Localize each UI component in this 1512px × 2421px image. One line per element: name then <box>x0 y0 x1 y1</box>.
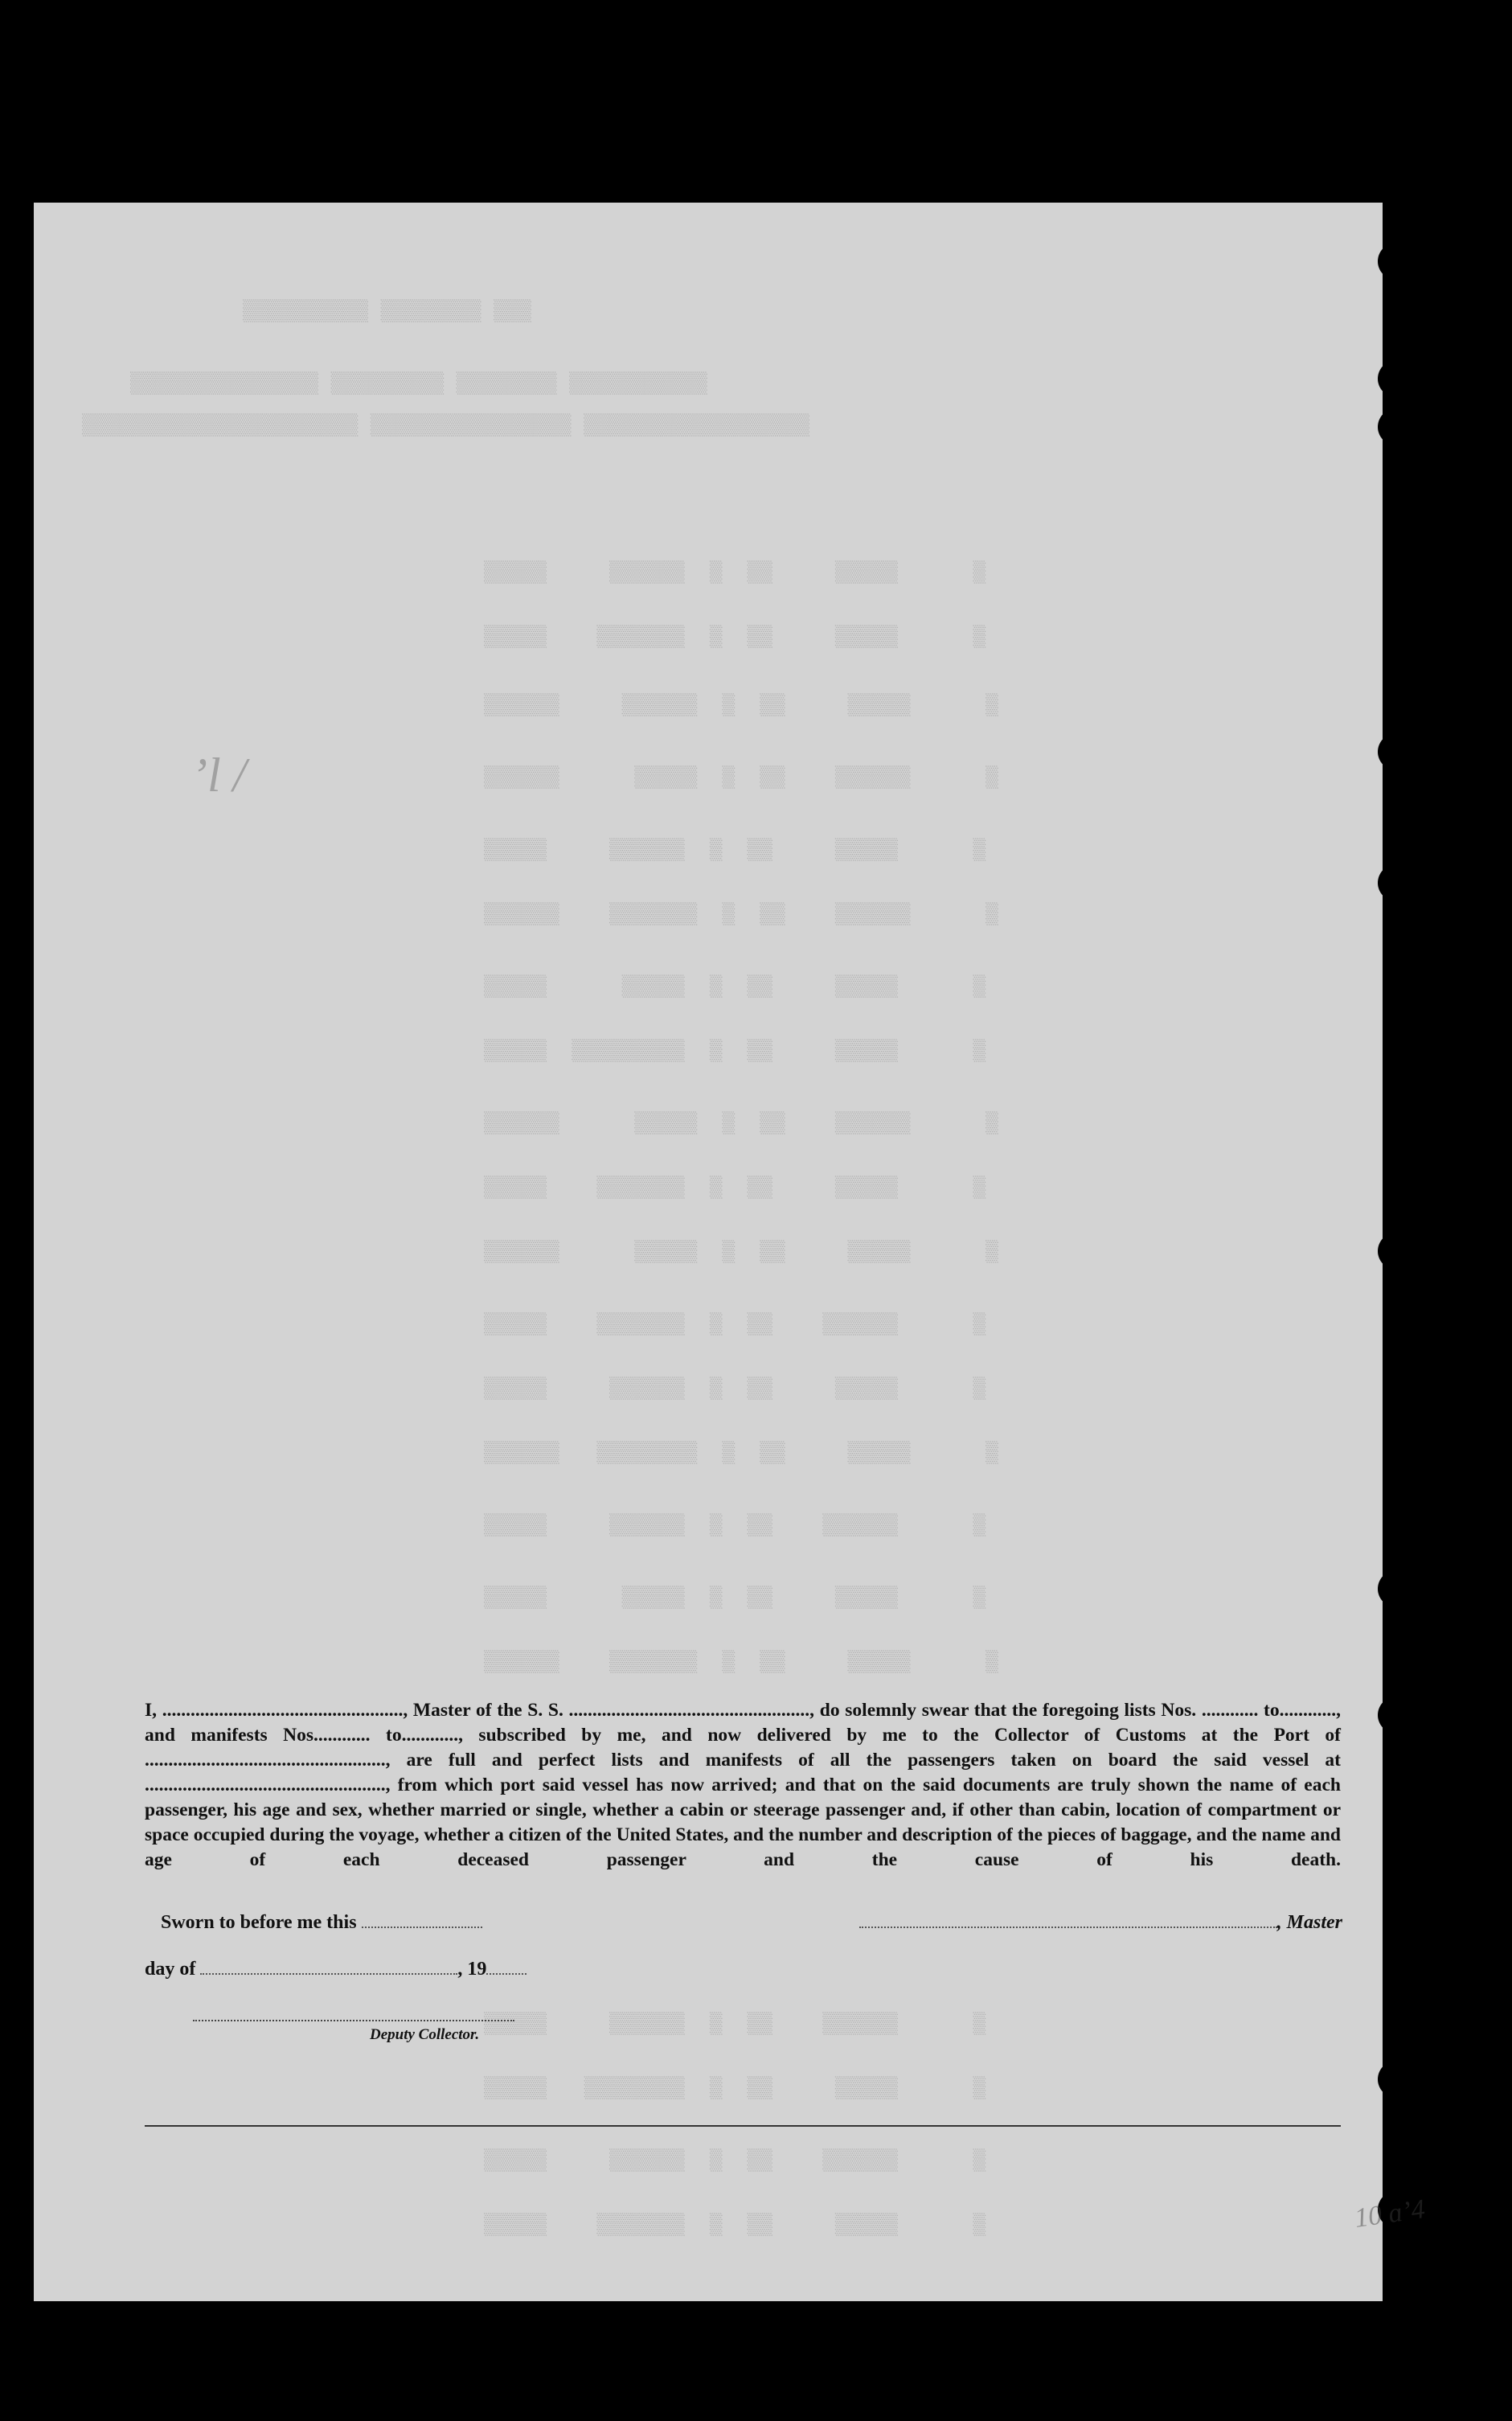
sworn-line <box>161 1912 482 1934</box>
sworn-label: Sworn to before me this <box>161 1912 357 1933</box>
punch-hole <box>1378 864 1415 901</box>
bleed-through-text: ▒ ▒▒▒▒▒▒ ▒▒ ▒ ▒▒▒▒▒▒▒ ▒▒▒▒▒ <box>484 1312 986 1336</box>
bleed-through-text: ▒ ▒▒▒▒▒ ▒▒ ▒ ▒▒▒▒▒▒▒ ▒▒▒▒▒ <box>484 1176 986 1200</box>
bleed-through-text: ▒ ▒▒▒▒▒▒ ▒▒ ▒ ▒▒▒▒▒▒ ▒▒▒▒▒ <box>484 2148 986 2173</box>
punch-hole <box>1378 243 1415 280</box>
bleed-through-text: ▒ ▒▒▒▒▒ ▒▒ ▒ ▒▒▒▒▒▒▒ ▒▒▒▒▒ <box>484 625 986 649</box>
corner-bracket-mark: ᗕ <box>1395 2226 1436 2288</box>
bleed-through-text: ▒ ▒▒▒▒▒▒ ▒▒ ▒ ▒▒▒▒▒▒▒ ▒▒▒▒▒▒ <box>484 902 998 926</box>
faint-handwritten-number: 10 ɑʼ4 <box>1352 2194 1427 2234</box>
bleed-through-text: ▒▒▒▒▒▒▒▒▒▒▒▒▒▒▒▒▒▒ ▒▒▒▒▒▒▒▒▒▒▒▒▒▒▒▒ ▒▒▒▒▒▒▒▒▒▒▒▒▒▒▒▒▒▒▒▒▒▒ <box>82 413 809 437</box>
bleed-through-text: ▒▒▒ ▒▒▒▒▒▒▒▒ ▒▒▒▒▒▒▒▒▒▒ <box>243 299 531 323</box>
bleed-through-text: ▒ ▒▒▒▒▒▒ ▒▒ ▒ ▒▒▒▒▒▒ ▒▒▒▒▒ <box>484 1513 986 1537</box>
oath-text: I, ..................................................., Master of the S. S. ..................................................., do solemnly swear that the foregoing lists Nos. ............ to............, and manifests Nos............ to............, subscribed by me, and now delivered by me to the Collector of Customs at the Port of ..................................................., are full and perfect lists and manifests of all the passengers taken on board the said vessel at ..................................................., from which port said vessel has now arrived; and that on the said documents are truly shown the name of each passenger, his age and sex, whether married or single, whether a cabin or steerage passenger and, if other than cabin, location of compartment or space occupied during the voyage, whether a citizen of the United States, and the number and description of the pieces of baggage, and the name and age of each deceased passenger and the cause of his death. <box>145 1700 1341 1870</box>
bleed-through-text: ▒ ▒▒▒▒▒ ▒▒ ▒ ▒▒▒▒▒▒▒▒ ▒▒▒▒▒ <box>484 2076 986 2100</box>
deputy-collector-label: Deputy Collector. <box>370 2026 480 2043</box>
bleed-through-text: ▒ ▒▒▒▒▒ ▒▒ ▒ ▒▒▒▒▒ ▒▒▒▒▒▒ <box>484 1240 998 1264</box>
bleed-through-text: ▒ ▒▒▒▒▒ ▒▒ ▒ ▒▒▒▒▒▒ ▒▒▒▒▒ <box>484 1377 986 1401</box>
bleed-through-text: ▒ ▒▒▒▒▒▒ ▒▒ ▒ ▒▒▒▒▒ ▒▒▒▒▒▒ <box>484 765 998 790</box>
punch-hole <box>1378 2061 1415 2098</box>
bleed-through-text: ▒ ▒▒▒▒▒ ▒▒ ▒ ▒▒▒▒▒▒ ▒▒▒▒▒ <box>484 838 986 862</box>
punch-hole <box>1378 1697 1415 1734</box>
punch-hole <box>1378 360 1415 397</box>
master-signature-line: , Master <box>836 1912 1342 1934</box>
deputy-signature-line[interactable] <box>193 2020 514 2021</box>
punch-hole <box>1378 408 1415 445</box>
faint-handwritten-mark: ʼl / <box>191 749 247 802</box>
oath-paragraph <box>145 1698 1341 1873</box>
punch-hole <box>1378 1233 1415 1270</box>
day-label: day of <box>145 1959 196 1980</box>
year-blank[interactable] <box>486 1973 527 1975</box>
bleed-through-text: ▒ ▒▒▒▒▒ ▒▒ ▒ ▒▒▒▒▒▒ ▒▒▒▒▒▒ <box>484 693 998 717</box>
bleed-through-text: ▒ ▒▒▒▒▒ ▒▒ ▒ ▒▒▒▒▒▒▒ ▒▒▒▒▒▒ <box>484 1650 998 1674</box>
punch-hole <box>1378 733 1415 770</box>
bleed-through-text: ▒ ▒▒▒▒▒ ▒▒ ▒ ▒▒▒▒▒▒ ▒▒▒▒▒ <box>484 560 986 585</box>
bleed-through-text: ▒ ▒▒▒▒▒ ▒▒ ▒ ▒▒▒▒▒▒▒▒ ▒▒▒▒▒▒ <box>484 1441 998 1465</box>
bleed-through-text: ▒ ▒▒▒▒▒▒ ▒▒ ▒ ▒▒▒▒▒▒ ▒▒▒▒▒ <box>484 2012 986 2036</box>
bleed-through-text: ▒▒▒▒▒▒▒▒▒▒▒ ▒▒▒▒▒▒▒▒ ▒▒▒▒▒▒▒▒▒ ▒▒▒▒▒▒▒▒▒▒▒▒▒▒▒ <box>130 371 707 396</box>
bleed-through-text: ▒ ▒▒▒▒▒ ▒▒ ▒ ▒▒▒▒▒▒▒ ▒▒▒▒▒ <box>484 2213 986 2237</box>
year-prefix: 19 <box>467 1959 487 1980</box>
manifest-sheet <box>34 203 1383 2301</box>
bleed-through-text: ▒ ▒▒▒▒▒ ▒▒ ▒ ▒▒▒▒▒▒▒▒▒ ▒▒▒▒▒ <box>484 1039 986 1063</box>
bleed-through-text: ▒ ▒▒▒▒▒▒ ▒▒ ▒ ▒▒▒▒▒ ▒▒▒▒▒▒ <box>484 1111 998 1135</box>
sworn-date-blank[interactable] <box>362 1927 482 1928</box>
punch-hole <box>1378 1570 1415 1607</box>
horizontal-rule <box>145 2125 1341 2127</box>
day-blank[interactable] <box>200 1973 457 1975</box>
bleed-through-text: ▒ ▒▒▒▒▒ ▒▒ ▒ ▒▒▒▒▒ ▒▒▒▒▒ <box>484 975 986 999</box>
master-label: Master <box>1286 1912 1342 1933</box>
master-signature-blank[interactable] <box>859 1927 1277 1928</box>
day-of-line: day of , 19 <box>145 1959 527 1980</box>
bleed-through-text: ▒ ▒▒▒▒▒ ▒▒ ▒ ▒▒▒▒▒ ▒▒▒▒▒ <box>484 1586 986 1610</box>
